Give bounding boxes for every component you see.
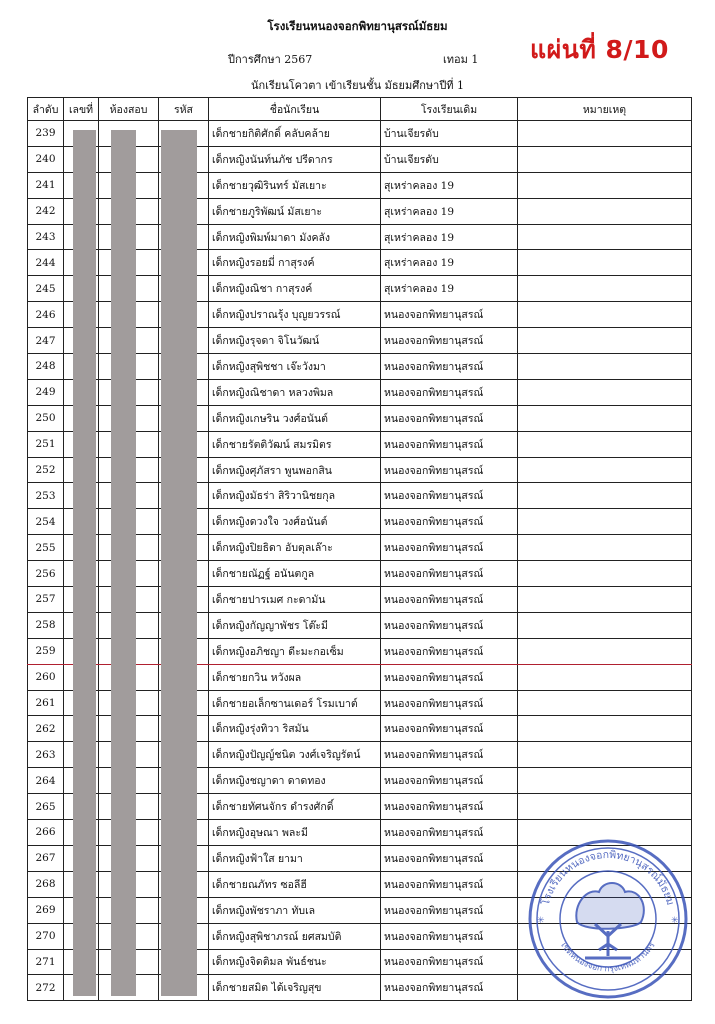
cell-seq: 264 bbox=[28, 768, 64, 794]
cell-remarks bbox=[518, 328, 692, 354]
cell-seq: 252 bbox=[28, 457, 64, 483]
cell-student-name: เด็กชายกิติศักดิ์ คลับคล้าย bbox=[209, 121, 381, 147]
cell-remarks bbox=[518, 146, 692, 172]
cell-remarks bbox=[518, 224, 692, 250]
cell-former-school: สุเหร่าคลอง 19 bbox=[381, 276, 518, 302]
cell-student-name: เด็กชายภูริพัฒน์ มัสเยาะ bbox=[209, 198, 381, 224]
cell-former-school: หนองจอกพิทยานุสรณ์ bbox=[381, 949, 518, 975]
cell-student-name: เด็กหญิงเกษริน วงศ์อนันต์ bbox=[209, 405, 381, 431]
cell-student-name: เด็กชายทัศนจักร ดำรงศักดิ์ bbox=[209, 794, 381, 820]
cell-former-school: หนองจอกพิทยานุสรณ์ bbox=[381, 457, 518, 483]
sheet-number: แผ่นที่ 8/10 bbox=[530, 35, 669, 64]
cell-student-name: เด็กหญิงรุจดา จิโนวัฒน์ bbox=[209, 328, 381, 354]
cell-seq: 257 bbox=[28, 587, 64, 613]
cell-remarks bbox=[518, 354, 692, 380]
cell-former-school: หนองจอกพิทยานุสรณ์ bbox=[381, 302, 518, 328]
cell-remarks bbox=[518, 198, 692, 224]
cell-remarks bbox=[518, 121, 692, 147]
cell-former-school: สุเหร่าคลอง 19 bbox=[381, 224, 518, 250]
cell-former-school: หนองจอกพิทยานุสรณ์ bbox=[381, 587, 518, 613]
cell-seq: 270 bbox=[28, 923, 64, 949]
cell-student-name: เด็กหญิงณิชา กาสุรงค์ bbox=[209, 276, 381, 302]
cell-seq: 259 bbox=[28, 638, 64, 664]
school-title: โรงเรียนหนองจอกพิทยานุสรณ์มัธยม bbox=[267, 19, 448, 33]
cell-seq: 248 bbox=[28, 354, 64, 380]
column-header-former-school: โรงเรียนเดิม bbox=[381, 98, 518, 121]
cell-former-school: หนองจอกพิทยานุสรณ์ bbox=[381, 379, 518, 405]
cell-former-school: หนองจอกพิทยานุสรณ์ bbox=[381, 716, 518, 742]
cell-former-school: หนองจอกพิทยานุสรณ์ bbox=[381, 612, 518, 638]
cell-former-school: หนองจอกพิทยานุสรณ์ bbox=[381, 664, 518, 690]
cell-former-school: หนองจอกพิทยานุสรณ์ bbox=[381, 328, 518, 354]
column-header-remarks: หมายเหตุ bbox=[518, 98, 692, 121]
cell-remarks bbox=[518, 483, 692, 509]
cell-remarks bbox=[518, 561, 692, 587]
svg-text:✳: ✳ bbox=[671, 916, 679, 926]
cell-seq: 247 bbox=[28, 328, 64, 354]
cell-seq: 266 bbox=[28, 820, 64, 846]
column-header-student-name: ชื่อนักเรียน bbox=[209, 98, 381, 121]
cell-remarks bbox=[518, 172, 692, 198]
cell-remarks bbox=[518, 638, 692, 664]
cell-seq: 269 bbox=[28, 897, 64, 923]
cell-seq: 263 bbox=[28, 742, 64, 768]
cell-student-name: เด็กหญิงพิมพ์มาดา มังคลัง bbox=[209, 224, 381, 250]
column-header-number: เลขที่ bbox=[64, 98, 99, 121]
cell-remarks bbox=[518, 457, 692, 483]
cell-former-school: หนองจอกพิทยานุสรณ์ bbox=[381, 871, 518, 897]
cell-seq: 258 bbox=[28, 612, 64, 638]
cell-former-school: บ้านเจียรดับ bbox=[381, 146, 518, 172]
cell-former-school: หนองจอกพิทยานุสรณ์ bbox=[381, 561, 518, 587]
cell-student-name: เด็กหญิงดวงใจ วงศ์อนันต์ bbox=[209, 509, 381, 535]
cell-seq: 272 bbox=[28, 975, 64, 1001]
cell-seq: 244 bbox=[28, 250, 64, 276]
cell-student-name: เด็กหญิงปัญญ์ชนิต วงศ์เจริญรัตน์ bbox=[209, 742, 381, 768]
cell-seq: 260 bbox=[28, 664, 64, 690]
cell-remarks bbox=[518, 587, 692, 613]
school-seal-stamp bbox=[525, 836, 691, 1002]
cell-remarks bbox=[518, 535, 692, 561]
cell-former-school: สุเหร่าคลอง 19 bbox=[381, 250, 518, 276]
cell-former-school: หนองจอกพิทยานุสรณ์ bbox=[381, 431, 518, 457]
cell-former-school: หนองจอกพิทยานุสรณ์ bbox=[381, 483, 518, 509]
cell-student-name: เด็กชายรัตติวัฒน์ สมรมิตร bbox=[209, 431, 381, 457]
table-header-row bbox=[28, 98, 692, 121]
column-header-seq: ลำดับ bbox=[28, 98, 64, 121]
cell-former-school: สุเหร่าคลอง 19 bbox=[381, 198, 518, 224]
cell-remarks bbox=[518, 794, 692, 820]
redaction-bar-id bbox=[161, 130, 197, 996]
cell-former-school: หนองจอกพิทยานุสรณ์ bbox=[381, 768, 518, 794]
cell-former-school: บ้านเจียรดับ bbox=[381, 121, 518, 147]
cell-seq: 271 bbox=[28, 949, 64, 975]
cell-student-name: เด็กชายณัฏฐ์ อนันตกูล bbox=[209, 561, 381, 587]
cell-seq: 239 bbox=[28, 121, 64, 147]
cell-remarks bbox=[518, 276, 692, 302]
cell-remarks bbox=[518, 664, 692, 690]
cell-seq: 253 bbox=[28, 483, 64, 509]
cell-student-name: เด็กหญิงปิยธิดา อับดุลเล๊าะ bbox=[209, 535, 381, 561]
cell-student-name: เด็กหญิงฟ้าใส ยามา bbox=[209, 845, 381, 871]
cell-seq: 242 bbox=[28, 198, 64, 224]
cell-seq: 268 bbox=[28, 871, 64, 897]
cell-remarks bbox=[518, 690, 692, 716]
cell-student-name: เด็กหญิงชญาดา ดาดทอง bbox=[209, 768, 381, 794]
cell-former-school: สุเหร่าคลอง 19 bbox=[381, 172, 518, 198]
cell-seq: 261 bbox=[28, 690, 64, 716]
cell-remarks bbox=[518, 405, 692, 431]
column-header-id: รหัส bbox=[159, 98, 209, 121]
cell-former-school: หนองจอกพิทยานุสรณ์ bbox=[381, 405, 518, 431]
cell-former-school: หนองจอกพิทยานุสรณ์ bbox=[381, 535, 518, 561]
academic-year: ปีการศึกษา 2567 bbox=[228, 53, 313, 66]
cell-student-name: เด็กหญิงนันท์นภัช ปรีดากร bbox=[209, 146, 381, 172]
cell-former-school: หนองจอกพิทยานุสรณ์ bbox=[381, 845, 518, 871]
cell-seq: 251 bbox=[28, 431, 64, 457]
cell-student-name: เด็กหญิงรอยมี่ กาสุรงค์ bbox=[209, 250, 381, 276]
cell-student-name: เด็กชายอเล็กซานเดอร์ โรมเบาต์ bbox=[209, 690, 381, 716]
cell-student-name: เด็กหญิงพัชราภา ทับเล bbox=[209, 897, 381, 923]
cell-student-name: เด็กหญิงจิดติมล พันธ์ชนะ bbox=[209, 949, 381, 975]
svg-text:✳: ✳ bbox=[537, 916, 545, 926]
cell-student-name: เด็กหญิงสุพิชชา เจ๊ะวังมา bbox=[209, 354, 381, 380]
cell-seq: 262 bbox=[28, 716, 64, 742]
cell-former-school: หนองจอกพิทยานุสรณ์ bbox=[381, 794, 518, 820]
cell-student-name: เด็กหญิงมัธร่า สิริวานิชยกุล bbox=[209, 483, 381, 509]
cell-remarks bbox=[518, 250, 692, 276]
cell-student-name: เด็กหญิงอภิชญา ดีะมะกอเซ็ม bbox=[209, 638, 381, 664]
cell-student-name: เด็กหญิงศุภัสรา พูนพอกสิน bbox=[209, 457, 381, 483]
svg-text:โรงเรียนหนองจอกพิทยานุสรณ์มัธย: โรงเรียนหนองจอกพิทยานุสรณ์มัธยม bbox=[539, 848, 677, 907]
redaction-bar-exam-room bbox=[111, 130, 136, 996]
cell-student-name: เด็กหญิงอุษณา พละมี bbox=[209, 820, 381, 846]
cell-student-name: เด็กชายสมิต ได้เจริญสุข bbox=[209, 975, 381, 1001]
cell-remarks bbox=[518, 302, 692, 328]
column-header-exam-room: ห้องสอบ bbox=[99, 98, 159, 121]
cell-seq: 243 bbox=[28, 224, 64, 250]
document-subtitle: นักเรียนโควตา เข้าเรียนชั้น มัธยมศึกษาปีที่ 1 bbox=[250, 79, 465, 92]
term-label: เทอม 1 bbox=[443, 53, 479, 66]
cell-former-school: หนองจอกพิทยานุสรณ์ bbox=[381, 975, 518, 1001]
cell-remarks bbox=[518, 509, 692, 535]
cell-seq: 249 bbox=[28, 379, 64, 405]
cell-student-name: เด็กหญิงกัญญาพัชร โต๊ะมี bbox=[209, 612, 381, 638]
cell-former-school: หนองจอกพิทยานุสรณ์ bbox=[381, 923, 518, 949]
cell-seq: 246 bbox=[28, 302, 64, 328]
cell-seq: 256 bbox=[28, 561, 64, 587]
cell-seq: 265 bbox=[28, 794, 64, 820]
cell-remarks bbox=[518, 379, 692, 405]
cell-seq: 255 bbox=[28, 535, 64, 561]
cell-former-school: หนองจอกพิทยานุสรณ์ bbox=[381, 638, 518, 664]
cell-former-school: หนองจอกพิทยานุสรณ์ bbox=[381, 742, 518, 768]
cell-remarks bbox=[518, 612, 692, 638]
cell-remarks bbox=[518, 742, 692, 768]
cell-seq: 240 bbox=[28, 146, 64, 172]
cell-seq: 254 bbox=[28, 509, 64, 535]
cell-student-name: เด็กหญิงสุพิชาภรณ์ ยศสมบัติ bbox=[209, 923, 381, 949]
svg-text:เขตหนองจอก กรุงเทพมหานคร: เขตหนองจอก กรุงเทพมหานคร bbox=[558, 940, 658, 975]
cell-student-name: เด็กชายวุฒิรินทร์ มัสเยาะ bbox=[209, 172, 381, 198]
cell-seq: 245 bbox=[28, 276, 64, 302]
cell-student-name: เด็กหญิงณิชาดา หลวงพิมล bbox=[209, 379, 381, 405]
redaction-bar-number bbox=[73, 130, 96, 996]
cell-seq: 241 bbox=[28, 172, 64, 198]
cell-remarks bbox=[518, 431, 692, 457]
cell-student-name: เด็กชายปารเมศ กะดามัน bbox=[209, 587, 381, 613]
cell-former-school: หนองจอกพิทยานุสรณ์ bbox=[381, 897, 518, 923]
cell-student-name: เด็กชายกวิน หวังผล bbox=[209, 664, 381, 690]
cell-student-name: เด็กหญิงปราณรุ้ง บุญยวรรณ์ bbox=[209, 302, 381, 328]
cell-student-name: เด็กหญิงรุ่งทิวา ริสมัน bbox=[209, 716, 381, 742]
cell-remarks bbox=[518, 768, 692, 794]
cell-former-school: หนองจอกพิทยานุสรณ์ bbox=[381, 354, 518, 380]
cell-seq: 250 bbox=[28, 405, 64, 431]
cell-former-school: หนองจอกพิทยานุสรณ์ bbox=[381, 509, 518, 535]
cell-former-school: หนองจอกพิทยานุสรณ์ bbox=[381, 820, 518, 846]
cell-student-name: เด็กชายณภัทร ซอลีฮี bbox=[209, 871, 381, 897]
cell-remarks bbox=[518, 716, 692, 742]
cell-former-school: หนองจอกพิทยานุสรณ์ bbox=[381, 690, 518, 716]
cell-seq: 267 bbox=[28, 845, 64, 871]
